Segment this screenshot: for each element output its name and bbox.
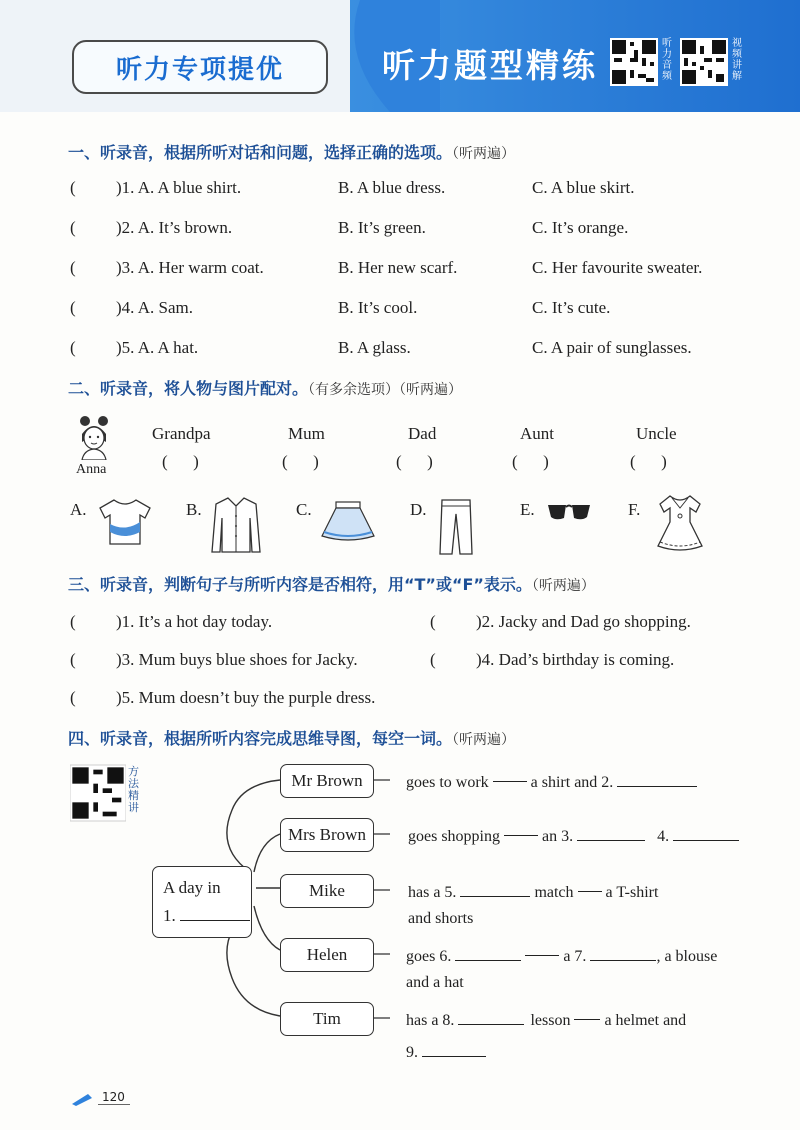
clothes-text: 4. (657, 828, 670, 845)
header-banner (0, 0, 800, 112)
girl-portrait-icon (74, 414, 114, 460)
tshirt-icon (96, 498, 154, 546)
match-answer-paren[interactable]: ( ) (162, 452, 199, 471)
option-a: )4. A. Sam. (116, 298, 193, 317)
option-a: )2. A. It’s brown. (116, 218, 233, 237)
clothes-text: , a blouse (656, 948, 718, 965)
statement: )1. It’s a hot day today. (116, 612, 273, 631)
option-b: B. It’s cool. (338, 298, 418, 317)
answer-paren[interactable]: ( (70, 178, 76, 197)
clothes-text: a 7. (563, 948, 587, 965)
branch-tim-detail (406, 1010, 686, 1030)
blank-7[interactable] (590, 946, 656, 961)
activity-text: goes shopping (408, 828, 500, 845)
skirt-icon (318, 500, 378, 542)
section1-note: （听两遍） (452, 146, 516, 162)
blank-9[interactable] (422, 1042, 486, 1057)
section2-heading-text: 二、听录音，将人物与图片配对。 (68, 379, 309, 398)
connector-dash (493, 781, 527, 782)
blank-6[interactable] (455, 946, 521, 961)
option-letter: F. (628, 500, 641, 519)
answer-paren[interactable]: ( (70, 650, 76, 669)
section4-heading-text: 四、听录音，根据所听内容完成思维导图，每空一词。 (68, 729, 453, 748)
blank-1[interactable] (180, 906, 250, 921)
blank-8[interactable] (458, 1010, 524, 1025)
answer-paren[interactable]: ( (70, 688, 76, 707)
option-b: B. Her new scarf. (338, 258, 458, 277)
option-a: )3. A. Her warm coat. (116, 258, 264, 277)
qr-code-icon[interactable] (610, 38, 658, 86)
connector-dash (574, 1019, 600, 1020)
clothes-text: and shorts (408, 910, 474, 927)
page-number: 120 (102, 1090, 125, 1104)
connector-dash (578, 891, 602, 892)
sunglasses-icon (546, 502, 592, 522)
answer-paren[interactable]: ( (70, 258, 76, 277)
section-badge: 听力专项提优 (72, 40, 328, 94)
branch-mrs-brown-detail (408, 826, 739, 846)
section2-heading (68, 376, 462, 399)
activity-text: has a 5. (408, 884, 457, 901)
activity-text: goes 6. (406, 948, 452, 965)
blank-2[interactable] (617, 772, 697, 787)
person-label: Grandpa (152, 424, 211, 443)
section3-heading (68, 572, 595, 595)
clothes-text: a helmet and (604, 1012, 687, 1029)
option-c: C. It’s orange. (532, 218, 629, 237)
qr-method-caption: 方法精讲 (128, 765, 139, 814)
mind-map-node-tim: Tim (280, 1002, 374, 1036)
connector-dash (504, 835, 538, 836)
anna-label: Anna (76, 462, 107, 477)
blank-5[interactable] (460, 882, 530, 897)
statement: )5. Mum doesn’t buy the purple dress. (116, 688, 376, 707)
branch-helen-detail (406, 946, 717, 966)
answer-paren[interactable]: ( (430, 650, 436, 669)
mind-map-center (152, 866, 252, 938)
branch-mike-detail (408, 882, 658, 902)
blank-3[interactable] (577, 826, 645, 841)
branch-mr-brown-detail (406, 772, 697, 792)
activity-text: goes to work (406, 774, 489, 791)
center-line1: A day in (163, 878, 221, 897)
option-letter: A. (70, 500, 87, 519)
match-answer-paren[interactable]: ( ) (282, 452, 319, 471)
section3-note: （听两遍） (531, 578, 595, 594)
branch-tim-line2 (406, 1042, 486, 1062)
section1-heading (68, 140, 515, 163)
activity-text: match (534, 884, 574, 901)
page-title: 听力题型精练 (382, 46, 598, 85)
center-line2: 1. (163, 906, 176, 925)
activity-text: lesson (530, 1012, 571, 1029)
activity-text: has a 8. (406, 1012, 455, 1029)
statement: )2. Jacky and Dad go shopping. (476, 612, 691, 631)
option-c: C. It’s cute. (532, 298, 611, 317)
answer-paren[interactable]: ( (70, 612, 76, 631)
match-answer-paren[interactable]: ( ) (512, 452, 549, 471)
option-b: B. A glass. (338, 338, 411, 357)
person-label: Dad (408, 424, 437, 443)
dress-icon (652, 494, 708, 554)
statement: )3. Mum buys blue shoes for Jacky. (116, 650, 358, 669)
person-label: Aunt (520, 424, 554, 443)
option-a: )1. A. A blue shirt. (116, 178, 242, 197)
section2-note: （有多余选项）（听两遍） (308, 382, 463, 398)
answer-paren[interactable]: ( (70, 338, 76, 357)
section1-heading-text: 一、听录音，根据所听对话和问题，选择正确的选项。 (68, 143, 453, 162)
person-label: Uncle (636, 424, 677, 443)
connector-dash (525, 955, 559, 956)
section4-note: （听两遍） (452, 732, 516, 748)
option-b: B. A blue dress. (338, 178, 446, 197)
option-a: )5. A. A hat. (116, 338, 199, 357)
blank-4[interactable] (673, 826, 739, 841)
qr-caption-video: 视频讲解 (732, 38, 742, 82)
option-letter: C. (296, 500, 312, 519)
clothes-text: and a hat (406, 974, 464, 991)
match-answer-paren[interactable]: ( ) (396, 452, 433, 471)
option-c: C. A pair of sunglasses. (532, 338, 692, 357)
person-label: Mum (288, 424, 325, 443)
shirt-icon (208, 496, 264, 554)
answer-paren[interactable]: ( (70, 218, 76, 237)
answer-paren[interactable]: ( (70, 298, 76, 317)
clothes-text: a shirt and 2. (530, 774, 614, 791)
option-letter: D. (410, 500, 427, 519)
mind-map-node-mike: Mike (280, 874, 374, 908)
clothes-text: a T-shirt (605, 884, 659, 901)
mind-map-node-helen: Helen (280, 938, 374, 972)
option-c: C. A blue skirt. (532, 178, 635, 197)
option-c: C. Her favourite sweater. (532, 258, 703, 277)
answer-paren[interactable]: ( (430, 612, 436, 631)
qr-code-icon[interactable] (680, 38, 728, 86)
qr-code-icon[interactable] (70, 764, 126, 822)
statement: )4. Dad’s birthday is coming. (476, 650, 675, 669)
qr-caption-audio: 听力音频 (662, 38, 672, 82)
mind-map-node-mrs-brown: Mrs Brown (280, 818, 374, 852)
clothes-text: 9. (406, 1044, 418, 1061)
section3-heading-text: 三、听录音，判断句子与所听内容是否相符，用“T”或“F”表示。 (68, 575, 532, 594)
section4-heading (68, 726, 515, 749)
option-letter: B. (186, 500, 202, 519)
mind-map-node-mr-brown: Mr Brown (280, 764, 374, 798)
pen-icon (70, 1092, 94, 1106)
clothes-text: an 3. (542, 828, 574, 845)
footer-rule (98, 1104, 130, 1105)
match-answer-paren[interactable]: ( ) (630, 452, 667, 471)
option-b: B. It’s green. (338, 218, 426, 237)
trousers-icon (436, 498, 476, 556)
option-letter: E. (520, 500, 535, 519)
